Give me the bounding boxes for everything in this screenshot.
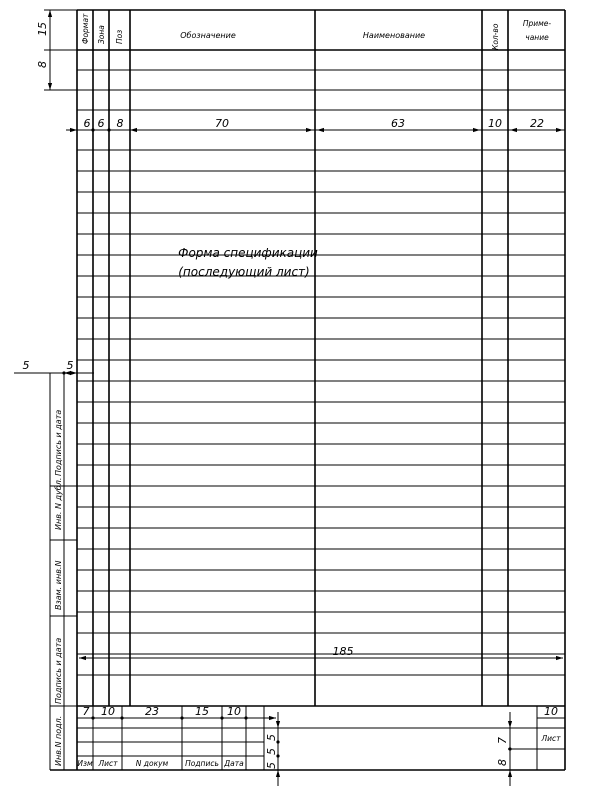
stamp-date: Дата: [224, 759, 244, 768]
dim-col-6b: 6: [97, 117, 105, 130]
dim-5-left: 5: [22, 359, 30, 372]
header-note-line1: Приме-: [522, 19, 552, 28]
stamp-sheet-right: Лист: [541, 734, 561, 743]
dim-stamp-15: 15: [195, 705, 209, 718]
stamp-signature: Подпись: [185, 759, 219, 768]
dim-r7: 7: [496, 737, 509, 744]
stamp-doc-no: N докум: [135, 759, 169, 768]
dim-v5a: 5: [265, 734, 278, 741]
dim-8: 8: [36, 61, 49, 68]
side-inv-orig: Инв.N подл.: [54, 715, 63, 766]
bottom-stamp: [77, 705, 565, 770]
dim-v5c: 5: [265, 762, 278, 769]
dim-stamp-10b: 10: [227, 705, 241, 718]
dimension-stamp-rows: [265, 712, 280, 786]
form-title-line2: (последующий лист): [178, 265, 310, 279]
dimension-185: [79, 645, 563, 658]
side-inv-dup: Инв. N дубл.: [54, 477, 63, 530]
dimension-header-heights: [36, 10, 77, 90]
dim-col-10: 10: [488, 117, 502, 130]
header-note-line2: чание: [525, 33, 549, 42]
dim-v5b: 5: [265, 748, 278, 755]
dim-stamp-23: 23: [145, 705, 159, 718]
dim-col-22: 22: [530, 117, 544, 130]
dim-r8: 8: [496, 759, 509, 766]
dim-stamp-10-right: 10: [544, 705, 558, 718]
dim-col-8: 8: [116, 117, 124, 130]
dim-col-63: 63: [391, 117, 405, 130]
dim-col-70: 70: [215, 117, 229, 130]
form-title-line1: Форма спецификации: [178, 246, 318, 260]
header-pos: Поз: [115, 29, 124, 44]
dim-185: 185: [332, 645, 354, 658]
header-qty: Кол-во: [491, 23, 500, 50]
dim-col-6a: 6: [83, 117, 91, 130]
dimension-sheet-cell: [496, 712, 512, 786]
dim-stamp-7: 7: [82, 705, 90, 718]
header-name: Наименование: [362, 31, 426, 40]
dim-15: 15: [36, 22, 49, 36]
side-inv-replace: Взам. инв.N: [54, 560, 63, 610]
side-sign-date-2: Подпись и дата: [54, 637, 63, 704]
table-column-lines: [93, 10, 508, 706]
header-zone: Зона: [97, 25, 106, 44]
header-format: Формат: [81, 13, 90, 44]
dim-stamp-10a: 10: [101, 705, 115, 718]
table-row-lines: [77, 70, 565, 675]
header-designation: Обозначение: [180, 31, 236, 40]
stamp-change: Изм: [77, 759, 93, 768]
dim-5-right: 5: [66, 359, 74, 372]
table-header: [81, 13, 551, 50]
side-sign-date-1: Подпись и дата: [54, 409, 63, 476]
form-title: [178, 246, 318, 279]
stamp-sheet: Лист: [98, 759, 118, 768]
